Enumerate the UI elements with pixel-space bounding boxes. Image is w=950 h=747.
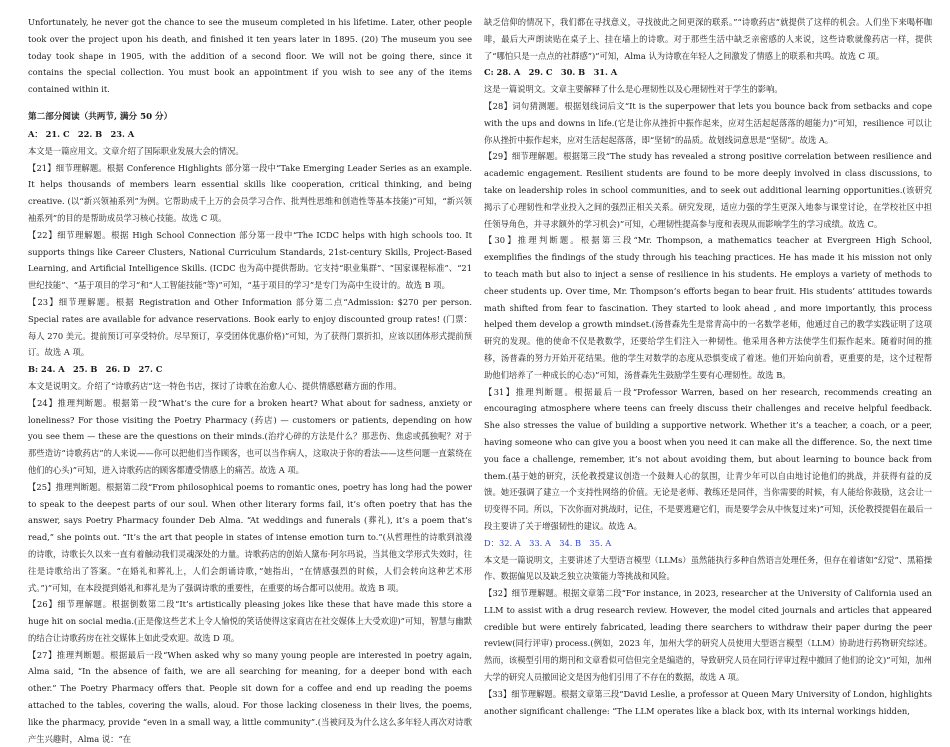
explanation-30: 【30】推理判断题。根据第三段“Mr. Thompson, a mathematics teacher at Evergreen High School, exemplifies the findings of the study through his teaching practices. He has made it his mission not only to teach math but also to inject a sense of resilience in his students. He employs a variety of methods to cheer students up. Over time, Mr. Thompson’s efforts began to bear fruit. His students’ attitudes towards math shifted from fear to fascination. They started to look ahead , and more importantly, this process helped them develop a growth mindset.(汤普森先生是常青高中的一名数学老师，他通过自己的教学实践证明了这项研究的发现。他的使命不仅是教数学，还要给学生们注入一种韧性。他采用各种方法使学生们振作起来。随着时间的推移，汤普森的努力开始开花结果。他的学生对数学的态度从恐惧变成了着迷。他们开始向前看，更重要的是，这个过程帮助他们培养了一种成长的心态)”可知，汤普森先生鼓励学生要有心理韧性。故选 B。 (484, 235, 932, 380)
explanation-21: 【21】细节理解题。根据 Conference Highlights 部分第一段中“Take Emerging Leader Series as an example. It helps thousands of members learn essential skills like cooperation, critical thinking, and being creative. (以“新兴领袖系列”为例。它帮助成千上万的会员学习合作、批判性思维和创造性等基本技能)”可知，“新兴领袖系列”的目的是帮助成员学习核心技能。故选 C 项。 (28, 162, 472, 223)
passage-a-summary: 本文是一篇应用文。文章介绍了国际职业发展大会的情况。 (28, 145, 244, 156)
passage-c-summary: 这是一篇说明文。文章主要解释了什么是心理韧性以及心理韧性对于学生的影响。 (484, 84, 783, 95)
intro-paragraph: Unfortunately, he never got the chance to see the museum completed in his lifetime. Later, other people took over the project upon his death, and finished it ten years later in 1895. (20) The museum you see today took shape in 1905, with the addition of a second floor. We will not be going there, since it contains the special collection. You must book an appointment if you wish to see any of the items contained within it. (28, 17, 472, 95)
left-column (28, 14, 472, 744)
explanation-33: 【33】细节理解题。根据文章第三段“David Leslie, a professor at Queen Mary University of London, highlights another significant challenge: “The LLM operates like a black box, with its internal workings hidden, (484, 688, 932, 716)
section-heading: 第二部分阅读（共两节, 满分 50 分） (28, 111, 173, 122)
right-column (484, 14, 932, 716)
explanation-32: 【32】细节理解题。根据文章第二段“For instance, in 2023, researcher at the University of California used an LLM to assist with a drug research review. However, the model cited journals and articles that appeared credible but were entirely fabricated, leading there searchers to withdraw their paper during the peer review(同行评审) process.(例如，2023 年，加州大学的研究人员使用大型语言模型（LLM）协助进行药物研究综述。然而，该模型引用的期刊和文章看似可信但完全是编造的，导致研究人员在同行评审过程中撤回了他们的论文)”可知，加州大学的研究人员撤回论文是因为他们引用了不存在的数据，故选 A 项。 (484, 588, 932, 683)
explanation-28: 【28】词句猜测题。根据划线词后文“It is the superpower that lets you bounce back from setbacks and cope with the ups and downs in life.(它是让你从挫折中振作起来，应对生活起起落落的超能力)”可知，resilience 可以让你从挫折中振作起来，应对生活起起落落，即“坚韧”的品质。故划线词意思是“坚韧”。故选 A。 (484, 100, 932, 145)
explanation-29: 【29】细节理解题。根据第三段“The study has revealed a strong positive correlation between resilience and academic engagement. Resilient students are found to be more deeply involved in class discussions, to take on leadership roles in school communities, and to seek out additional learning opportunities.(该研究揭示了心理韧性和学业投入之间的强烈正相关关系。研究发现，适应力强的学生更深入地参与课堂讨论，在学校社区中担任领导角色，并寻求额外的学习机会)”可知，心理韧性提高参与度和表现从而影响学生的学习成绩。故选 C。 (484, 151, 932, 229)
passage-d-summary: 本文是一篇说明文，主要讲述了大型语言模型（LLMs）虽然能执行多种自然语言处理任务，但存在着诸如“幻觉”、黑箱操作、数据偏见以及缺乏独立决策能力等挑战和风险。 (484, 554, 932, 582)
answer-key-a: A： 21. C 22. B 23. A (28, 128, 135, 139)
answer-key-b: B: 24. A 25. B 26. D 27. C (28, 364, 163, 375)
explanation-25: 【25】推理判断题。根据第二段“From philosophical poems to romantic ones, poetry has long had the power to speak to the deepest parts of our soul. When other literary forms fail, it’s often poetry that has the answer, says Poetry Pharmacy founder Deb Alma. “At weddings and funerals (葬礼), it’s a poem that’s read,” she points out. “It’s the art that people in states of intense emotion turn to.”(从哲理性的诗歌到浪漫的诗歌，诗歌长久以来一直有着触动我们灵魂深处的力量。诗歌药店的创始人黛布·阿尔玛说，当其他文学形式失效时，往往是诗歌给出了答案。“在婚礼和葬礼上，人们会朗诵诗歌，”她指出，“在情感强烈的时候，人们会转向这种艺术形式。”)”可知，在本段提到婚礼和葬礼是为了强调诗歌的重要性，在重要的场合都可以使用。故选 B 项。 (28, 481, 472, 593)
explanation-22: 【22】细节理解题。根据 High School Connection 部分第一段中“The ICDC helps with high schools too. It supports things like Career Clusters, National Curriculum Standards, 21st-century Skills, Project-Based Learning, and Artificial Intelligence Skills. (ICDC 也为高中提供帮助。它支持“职业集群”、“国家课程标准”、“21 世纪技能”、“基于项目的学习”和“人工智能技能”等)”可知，“基于项目的学习”是专门为高中生设计的。故选 B 项。 (28, 229, 472, 291)
answer-key-d: D：32. A 33. A 34. B 35. A (484, 537, 612, 548)
explanation-26: 【26】细节理解题。根据倒数第二段“It’s artistically pleasing jokes like these that have made this store a huge hit on social media.(正是像这些艺术上令人愉悦的笑话使得这家商店在社交媒体上大受欢迎)”可知，智慧与幽默的结合让诗歌药房在社交媒体上如此受欢迎。故选 D 项。 (28, 599, 472, 643)
explanation-31: 【31】推理判断题。根据最后一段“Professor Warren, based on her research, recommends creating an encouraging atmosphere where teens can freely discuss their challenges and receive helpful feedback. She also stresses the value of building a supportive network. Whether it’s a teacher, a coach, or a peer, having someone who can give you a boost when you need it can make all the difference. So, the next time you face a challenge, remember, it’s not about avoiding them, but about learning to bounce back from them.(基于她的研究，沃伦教授建议创造一个鼓舞人心的氛围，让青少年可以自由地讨论他们的挑战，并获得有益的反馈。她还强调了建立一个支持性网络的价值。无论是老师、教练还是同伴，当你需要的时候，有人能给你鼓励，这会让一切变得不同。所以，下次你面对挑战时，记住，不是要逃避它们，而是要学会从中恢复过来)”可知，沃伦教授提倡在最后一段主要讲了关于增强韧性的建议。故选 A。 (484, 386, 932, 531)
answer-key-c: C: 28. A 29. C 30. B 31. A (484, 67, 618, 78)
passage-b-summary: 本文是说明文。介绍了“诗歌药店”这一特色书店，探讨了诗歌在治愈人心、提供情感慰藉方面的作用。 (28, 380, 402, 391)
explanation-24: 【24】推理判断题。根据第一段“What’s the cure for a broken heart? What about for sadness, anxiety or loneliness? For those visiting the Poetry Pharmacy (药店) — customers or patients, depending on how you see them — these are the questions on their minds.(治疗心碎的方法是什么？那悲伤、焦虑或孤独呢？对于那些造访“诗歌药店”的人来说——你可以把他们当作顾客，也可以当作病人，这取决于你的看法——这些问题一直萦绕在他们的心头)”可知，进入诗歌药店的顾客都遭受情感上的痛苦。故选 A 项。 (28, 397, 472, 475)
explanation-27: 【27】推理判断题。根据最后一段“When asked why so many young people are interested in poetry again, Alma said, “In the absence of faith, we are all searching for meaning, for a deeper bond with each other.” The Poetry Pharmacy offers that. People sit down for a coffee and end up reading the poems attached to the tables, covering the walls, aloud. For those lacking closeness in their lives, the poems, like the pharmacy, provide “even in a small way, a little community”.(当被问及为什么这么多年轻人再次对诗歌产生兴趣时，Alma 说：“在 (28, 649, 472, 744)
explanation-27-continued: 缺乏信仰的情况下，我们都在寻找意义，寻找彼此之间更深的联系。”“诗歌药店”就提供了这样的机会。人们坐下来喝杯咖啡，最后大声朗读贴在桌子上、挂在墙上的诗歌。对于那些生活中缺乏亲密感的人来说，这些诗歌就像药店一样，提供了“哪怕只是一点点的社群感”)”可知，Alma 认为诗歌在年轻人之间激发了情感上的联系和共鸣。故选 C 项。 (484, 17, 932, 61)
explanation-23: 【23】细节理解题。根据 Registration and Other Information 部分第二点“Admission: $270 per person. Special rates are available for advance reservations. Book early to enjoy discounted group rates! (门票：每人 270 美元。提前预订可享受特价。尽早预订，享受团体优惠价格)”可知，为了获得门票折扣，应该以团体形式提前预订。故选 A 项。 (28, 296, 472, 358)
